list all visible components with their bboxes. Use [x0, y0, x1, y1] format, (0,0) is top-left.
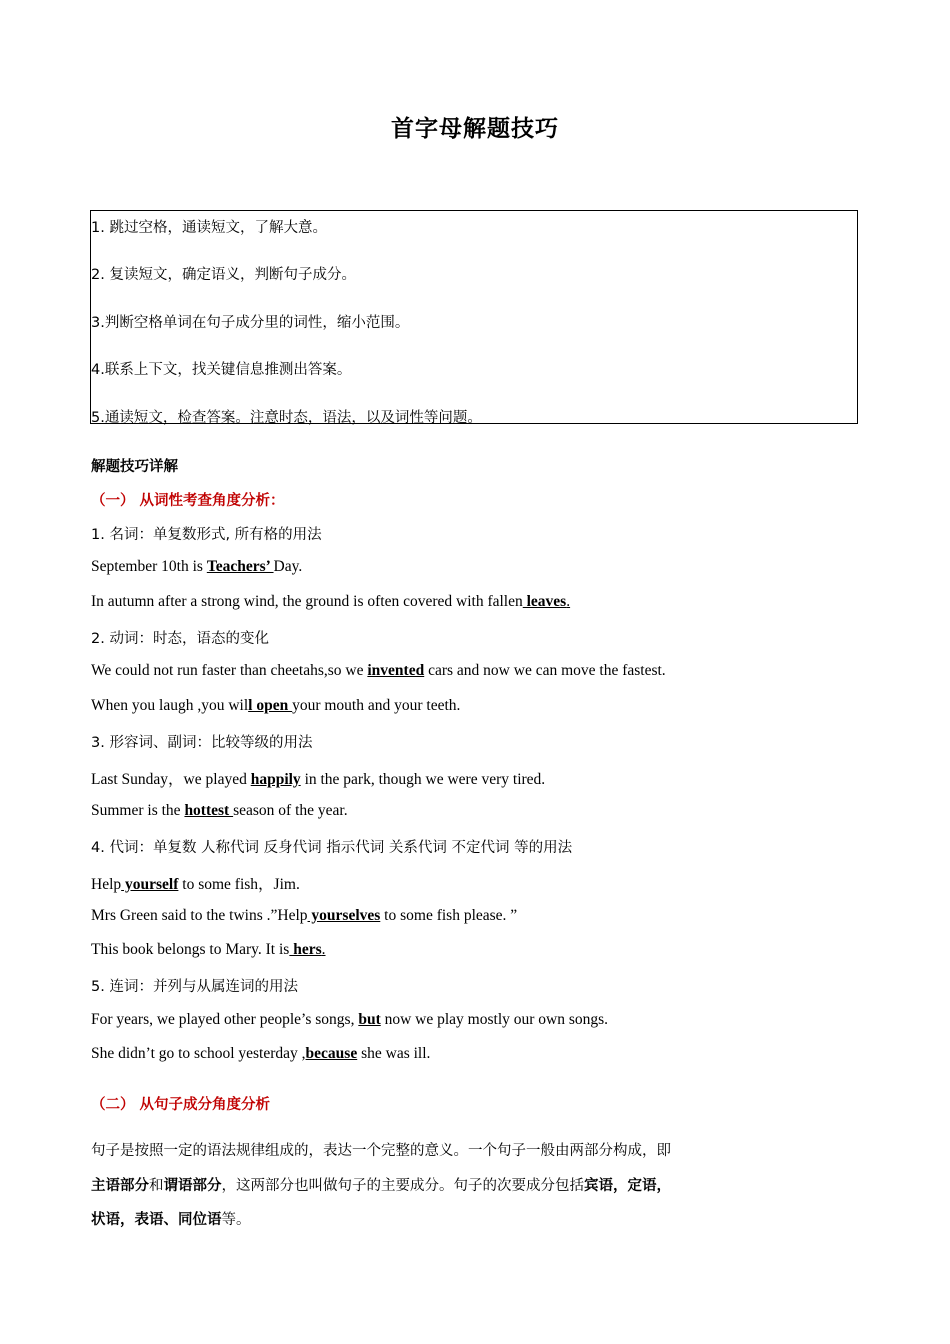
answer-word: hottest	[184, 802, 234, 819]
category-conjunction: 5. 连词：并列与从属连词的用法	[91, 979, 298, 995]
category-pronoun: 4. 代词：单复数 人称代词 反身代词 指示代词 关系代词 不定代词 等的用法	[91, 840, 573, 856]
page-title: 首字母解题技巧	[391, 116, 559, 142]
answer-word: but	[358, 1011, 381, 1028]
example-sentence: This book belongs to Mary. It is hers.	[91, 941, 326, 958]
answer-word: yourself	[121, 876, 179, 893]
example-sentence: Summer is the hottest season of the year.	[91, 802, 348, 819]
example-sentence: Help yourself to some fish，Jim.	[91, 876, 300, 893]
answer-word: happily	[250, 771, 301, 788]
section-2-heading: （二） 从句子成分角度分析	[91, 1097, 271, 1113]
example-sentence: Mrs Green said to the twins .”Help yourselves to some fish please. ”	[91, 907, 518, 924]
answer-word: because	[305, 1045, 358, 1062]
answer-word: l open	[248, 697, 293, 714]
step-1: 1. 跳过空格，通读短文，了解大意。	[91, 220, 327, 236]
example-sentence: We could not run faster than cheetahs,so we invented cars and now we can move the fastest.	[91, 662, 666, 679]
step-2: 2. 复读短文，确定语义，判断句子成分。	[91, 267, 356, 283]
section-1-heading: （一） 从词性考查角度分析：	[91, 493, 285, 509]
example-sentence: For years, we played other people’s songs, but now we play mostly our own songs.	[91, 1011, 609, 1028]
step-4: 4.联系上下文，找关键信息推测出答案。	[91, 362, 352, 378]
answer-word: leaves	[522, 593, 567, 610]
step-5: 5.通读短文，检查答案。注意时态，语法，以及词性等问题。	[91, 410, 482, 426]
step-3: 3.判断空格单词在句子成分里的词性，缩小范围。	[91, 315, 410, 331]
category-verb: 2. 动词：时态，语态的变化	[91, 631, 269, 647]
category-adj-adv: 3. 形容词、副词：比较等级的用法	[91, 735, 313, 751]
answer-word: invented	[367, 662, 425, 679]
answer-word: Teachers’	[206, 558, 274, 575]
example-sentence: September 10th is Teachers’ Day.	[91, 558, 303, 575]
example-sentence: When you laugh ,you will open your mouth and your teeth.	[91, 697, 461, 714]
steps-box	[90, 210, 858, 424]
example-sentence: In autumn after a strong wind, the ground is often covered with fallen leaves.	[91, 593, 571, 610]
example-sentence: Last Sunday，we played happily in the park, though we were very tired.	[91, 771, 546, 788]
paragraph-line-1: 句子是按照一定的语法规律组成的，表达一个完整的意义。一个句子一般由两部分构成，即	[91, 1143, 671, 1159]
answer-word: hers	[289, 941, 322, 958]
paragraph-line-3: 状语，表语、同位语等。	[91, 1212, 251, 1228]
category-noun: 1. 名词：单复数形式, 所有格的用法	[91, 527, 322, 543]
details-heading: 解题技巧详解	[91, 459, 178, 475]
example-sentence: She didn’t go to school yesterday ,because she was ill.	[91, 1045, 431, 1062]
paragraph-line-2: 主语部分和谓语部分，这两部分也叫做句子的主要成分。句子的次要成分包括宾语，定语，	[91, 1178, 671, 1194]
answer-word: yourselves	[307, 907, 381, 924]
